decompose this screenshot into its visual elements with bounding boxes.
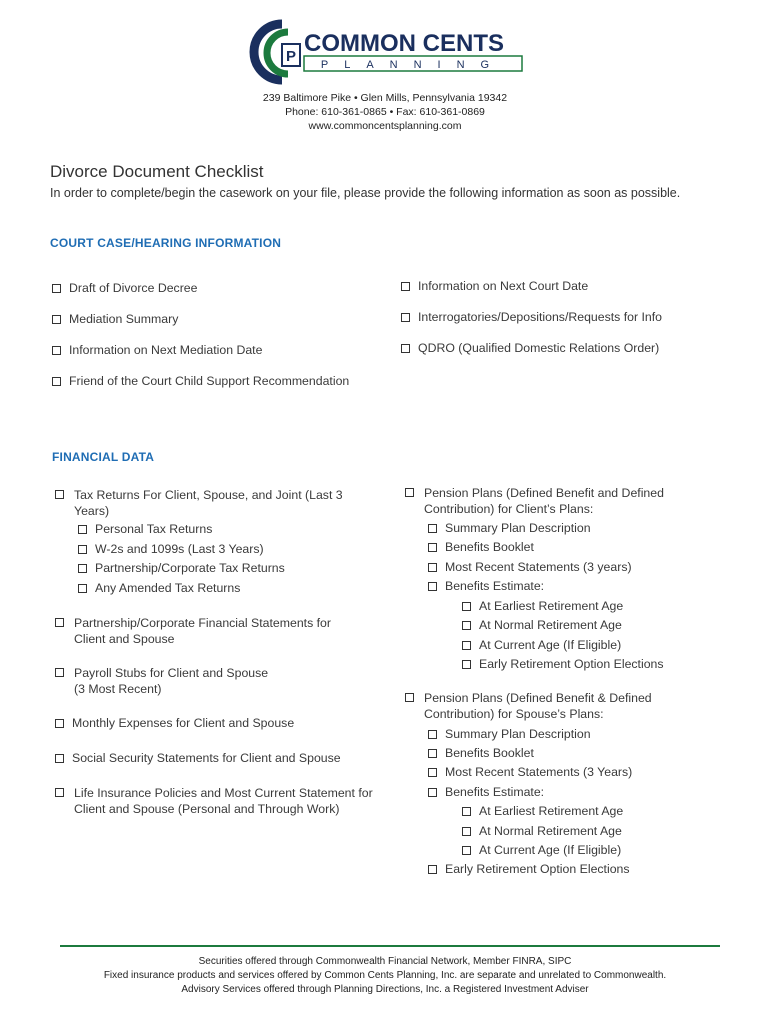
- checkbox[interactable]: [462, 660, 471, 669]
- checkbox[interactable]: [55, 490, 64, 499]
- checkbox[interactable]: [78, 564, 87, 573]
- checkbox[interactable]: [401, 313, 410, 322]
- checklist-item[interactable]: Information on Next Court Date: [401, 278, 588, 294]
- logo-top-text: COMMON CENTS: [304, 30, 504, 57]
- financial-section-heading: FINANCIAL DATA: [52, 450, 155, 464]
- checklist-subitem[interactable]: Summary Plan Description: [428, 726, 591, 742]
- checklist-subitem[interactable]: Benefits Booklet: [428, 539, 534, 555]
- checklist-subitem[interactable]: Partnership/Corporate Tax Returns: [78, 560, 285, 576]
- checkbox[interactable]: [55, 788, 64, 797]
- footer-line-2: Fixed insurance products and services offered by Common Cents Planning, Inc. are separate and unrelated to Commonwealth.: [103, 970, 667, 981]
- checkbox[interactable]: [401, 344, 410, 353]
- checklist-subitem[interactable]: Benefits Booklet: [428, 745, 534, 761]
- checkbox[interactable]: [428, 543, 437, 552]
- checkbox[interactable]: [52, 284, 61, 293]
- checkbox[interactable]: [428, 749, 437, 758]
- address-line: 239 Baltimore Pike • Glen Mills, Pennsylvania 19342: [262, 92, 508, 104]
- checklist-item-pension-spouse[interactable]: Pension Plans (Defined Benefit & Defined Contribution) for Spouse’s Plans:: [405, 690, 695, 722]
- checklist-item-tax-returns[interactable]: Tax Returns For Client, Spouse, and Joint (Last 3 Years): [55, 487, 355, 519]
- checklist-subitem[interactable]: At Current Age (If Eligible): [462, 842, 621, 858]
- checklist-subitem[interactable]: Most Recent Statements (3 Years): [428, 764, 632, 780]
- checkbox[interactable]: [428, 788, 437, 797]
- checklist-item[interactable]: Friend of the Court Child Support Recommendation: [52, 373, 349, 389]
- checklist-subitem[interactable]: Early Retirement Option Elections: [428, 861, 630, 877]
- checklist-item-partnership[interactable]: Partnership/Corporate Financial Statements for Client and Spouse: [55, 615, 365, 647]
- checkbox[interactable]: [78, 545, 87, 554]
- footer-line-1: Securities offered through Commonwealth Financial Network, Member FINRA, SIPC: [198, 956, 572, 967]
- checkbox[interactable]: [52, 315, 61, 324]
- checkbox[interactable]: [428, 582, 437, 591]
- company-logo: [248, 18, 528, 88]
- checkbox[interactable]: [55, 668, 64, 677]
- checklist-item-social[interactable]: Social Security Statements for Client and Spouse: [55, 750, 341, 766]
- checklist-subitem[interactable]: Most Recent Statements (3 years): [428, 559, 632, 575]
- checkbox[interactable]: [401, 282, 410, 291]
- checkbox[interactable]: [428, 730, 437, 739]
- checklist-item-monthly[interactable]: Monthly Expenses for Client and Spouse: [55, 715, 294, 731]
- checklist-subitem[interactable]: W-2s and 1099s (Last 3 Years): [78, 541, 264, 557]
- checkbox[interactable]: [78, 584, 87, 593]
- website-link[interactable]: www.commoncentsplanning.com: [308, 120, 462, 132]
- checklist-item-payroll[interactable]: Payroll Stubs for Client and Spouse (3 Most Recent): [55, 665, 365, 697]
- checklist-subitem[interactable]: Benefits Estimate:: [428, 578, 544, 594]
- checklist-subitem[interactable]: At Normal Retirement Age: [462, 823, 622, 839]
- checkbox[interactable]: [52, 346, 61, 355]
- checkbox[interactable]: [428, 865, 437, 874]
- checkbox[interactable]: [78, 525, 87, 534]
- checkbox[interactable]: [462, 621, 471, 630]
- checklist-subitem[interactable]: At Normal Retirement Age: [462, 617, 622, 633]
- phone-line: Phone: 610-361-0865 • Fax: 610-361-0869: [285, 106, 485, 118]
- checkbox[interactable]: [428, 563, 437, 572]
- checkbox[interactable]: [428, 768, 437, 777]
- checklist-subitem[interactable]: Benefits Estimate:: [428, 784, 544, 800]
- court-section-heading: COURT CASE/HEARING INFORMATION: [50, 236, 282, 250]
- checkbox[interactable]: [462, 602, 471, 611]
- checklist-item[interactable]: Information on Next Mediation Date: [52, 342, 262, 358]
- checklist-item[interactable]: QDRO (Qualified Domestic Relations Order): [401, 340, 659, 356]
- checkbox[interactable]: [405, 488, 414, 497]
- checkbox[interactable]: [462, 846, 471, 855]
- checklist-subitem[interactable]: Any Amended Tax Returns: [78, 580, 240, 596]
- page-title: Divorce Document Checklist: [50, 162, 264, 181]
- checklist-subitem[interactable]: Summary Plan Description: [428, 520, 591, 536]
- checklist-subitem[interactable]: At Current Age (If Eligible): [462, 637, 621, 653]
- checklist-subitem[interactable]: At Earliest Retirement Age: [462, 803, 623, 819]
- checklist-item[interactable]: Mediation Summary: [52, 311, 178, 327]
- checkbox[interactable]: [55, 618, 64, 627]
- checklist-item-pension-client[interactable]: Pension Plans (Defined Benefit and Defined Contribution) for Client’s Plans:: [405, 485, 695, 517]
- logo-bottom-text: PLANNING: [320, 59, 506, 71]
- checkbox[interactable]: [428, 524, 437, 533]
- footer-divider: [60, 945, 720, 947]
- checkbox[interactable]: [55, 754, 64, 763]
- svg-text:P: P: [285, 48, 297, 65]
- checkbox[interactable]: [462, 641, 471, 650]
- intro-text: In order to complete/begin the casework on your file, please provide the following information as soon as possible.: [50, 186, 681, 200]
- checklist-subitem[interactable]: At Earliest Retirement Age: [462, 598, 623, 614]
- checkbox[interactable]: [462, 827, 471, 836]
- checklist-item[interactable]: Interrogatories/Depositions/Requests for Info: [401, 309, 662, 325]
- checklist-item-life-insurance[interactable]: Life Insurance Policies and Most Current Statement for Client and Spouse (Personal and Through Work): [55, 785, 375, 817]
- checkbox[interactable]: [52, 377, 61, 386]
- checklist-subitem[interactable]: Personal Tax Returns: [78, 521, 212, 537]
- footer-line-3: Advisory Services offered through Planning Directions, Inc. a Registered Investment Adviser: [181, 984, 589, 995]
- checkbox[interactable]: [55, 719, 64, 728]
- checklist-item[interactable]: Draft of Divorce Decree: [52, 280, 197, 296]
- checklist-subitem[interactable]: Early Retirement Option Elections: [462, 656, 664, 672]
- checkbox[interactable]: [462, 807, 471, 816]
- checkbox[interactable]: [405, 693, 414, 702]
